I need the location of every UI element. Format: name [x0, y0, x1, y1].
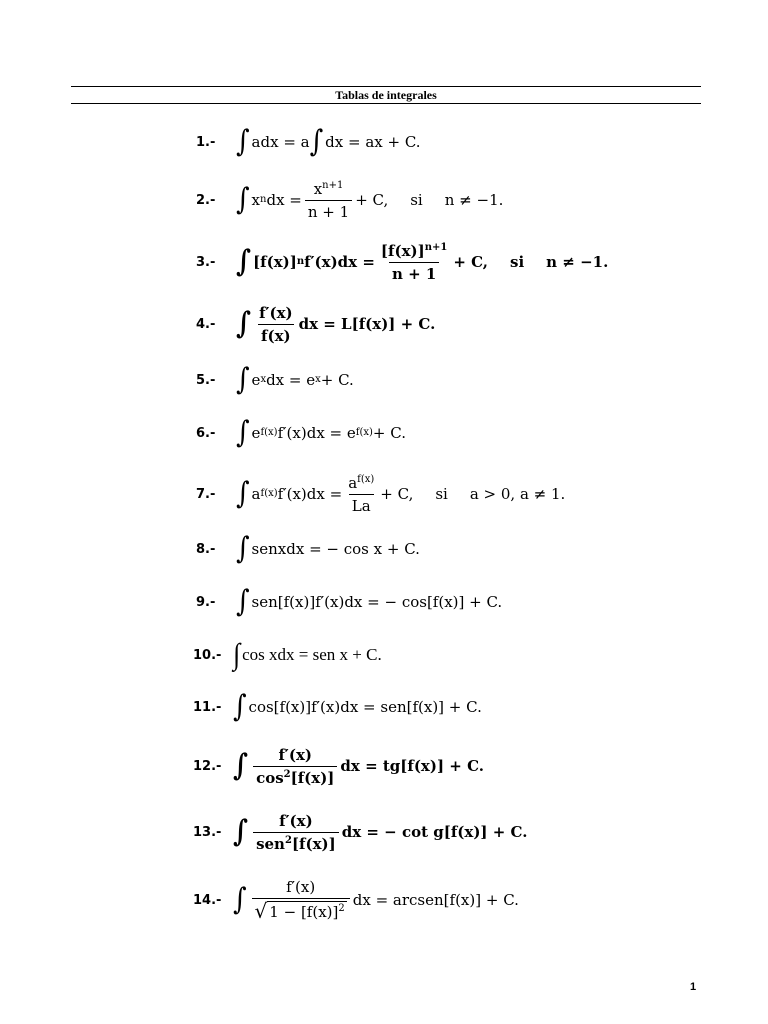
formula-12	[193, 745, 484, 787]
integral-symbol: ∫	[233, 637, 241, 672]
formula-number: 3.-	[196, 254, 216, 270]
fraction: f′(x) √ $1 - [f(x)]^2$	[252, 878, 350, 922]
formula-expression: ∫ cos xdx = sen x + C.	[233, 637, 382, 672]
formula-expression: ∫ $\frac{f'(x)}{f(x)}$ dx = L[f(x)] + C.	[236, 303, 436, 345]
formula-expression: ∫ $\frac{f'(x)}{sen^2[f(x)]}$ dx = − cot g[f(x)] + C.	[233, 811, 528, 853]
formula-expression: ∫ [f(x)] n f′(x)dx = $\frac{[f(x)]^{n+1}}{n + 1}$ + C, si n ≠ −1.	[236, 241, 609, 283]
formula-number: 14.-	[193, 892, 222, 908]
formula-5	[196, 360, 354, 400]
formula-number: 13.-	[193, 824, 222, 840]
formula-14	[193, 878, 519, 923]
formula-8	[196, 529, 420, 569]
formula-number: 6.-	[196, 425, 216, 441]
formula-11	[193, 687, 482, 727]
formula-number: 8.-	[196, 541, 216, 557]
formula-expression: ∫ $\frac{f'(x)}{\cos^2[f(x)]}$ dx = tg[f(x)] + C.	[233, 745, 484, 787]
formula-6	[196, 413, 406, 453]
formula-number: 2.-	[196, 192, 216, 208]
formula-expression: ∫ cos[f(x)]f′(x)dx = sen[f(x)] + C.	[233, 689, 482, 725]
formula-expression: ∫ e x dx = e x + C.	[236, 362, 354, 398]
integral-symbol: ∫	[236, 244, 252, 280]
fraction: $\frac{x^{n+1}}{n + 1}$	[305, 180, 352, 221]
fraction: $\frac{f'(x)}{\cos^2[f(x)]}$	[253, 746, 337, 787]
fraction: $\frac{f'(x)}{sen^2[f(x)]}$	[253, 812, 339, 853]
formula-2	[196, 180, 503, 220]
formula-expression: ∫ f′(x) √ $1 - [f(x)]^2$ dx = arcsen[f(x)] + C.	[233, 878, 519, 923]
integral-symbol: ∫	[236, 584, 250, 620]
fraction: $\frac{[f(x)]^{n+1}}{n + 1}$	[380, 241, 448, 283]
formula-number: 9.-	[196, 594, 216, 610]
formula-expression: ∫ a f(x) f′(x)dx = $\frac{a^{f(x)}}{La}$ + C, si a > 0, a ≠ 1.	[236, 473, 566, 515]
page-number: 1	[690, 981, 697, 993]
formula-10	[193, 635, 382, 675]
formula-number: 11.-	[193, 699, 222, 715]
header-rule-bottom	[71, 103, 701, 104]
integral-symbol: ∫	[236, 476, 250, 512]
formula-number: 7.-	[196, 486, 216, 502]
fraction: $\frac{a^{f(x)}}{La}$	[348, 473, 375, 515]
integral-symbol: ∫	[309, 124, 324, 160]
integral-symbol: ∫	[236, 306, 252, 342]
integral-symbol: ∫	[233, 882, 247, 918]
formula-9	[196, 582, 502, 622]
integral-symbol: ∫	[236, 415, 250, 451]
formula-number: 5.-	[196, 372, 216, 388]
page-title: Tablas de integrales	[335, 88, 437, 102]
formula-expression: ∫ adx = a ∫ dx = ax + C.	[236, 124, 421, 160]
integral-symbol: ∫	[233, 748, 249, 784]
formula-7	[196, 474, 565, 514]
integral-symbol: ∫	[236, 182, 250, 218]
formula-number: 4.-	[196, 316, 216, 332]
formula-expression: ∫ x n dx = $\frac{x^{n+1}}{n + 1}$ + C, si n ≠ −1.	[236, 179, 504, 221]
formula-number: 10.-	[193, 647, 222, 663]
integral-symbol: ∫	[236, 531, 250, 567]
formula-1	[196, 122, 421, 162]
formula-number: 1.-	[196, 134, 216, 150]
formula-expression: ∫ senxdx = − cos x + C.	[236, 531, 420, 567]
formula-expression: ∫ e f(x) f′(x)dx = e f(x) + C.	[236, 415, 406, 451]
integral-symbol: ∫	[236, 124, 250, 160]
fraction: $\frac{f'(x)}{f(x)}$	[259, 303, 293, 345]
formula-4	[196, 304, 435, 344]
formula-3	[196, 242, 608, 282]
integral-symbol: ∫	[233, 814, 249, 850]
square-root: √ $1 - [f(x)]^2$	[254, 899, 345, 923]
formula-13	[193, 811, 528, 853]
integral-symbol: ∫	[233, 689, 247, 725]
integral-symbol: ∫	[236, 362, 250, 398]
formula-number: 12.-	[193, 758, 222, 774]
formula-expression: ∫ sen[f(x)]f′(x)dx = − cos[f(x)] + C.	[236, 584, 503, 620]
